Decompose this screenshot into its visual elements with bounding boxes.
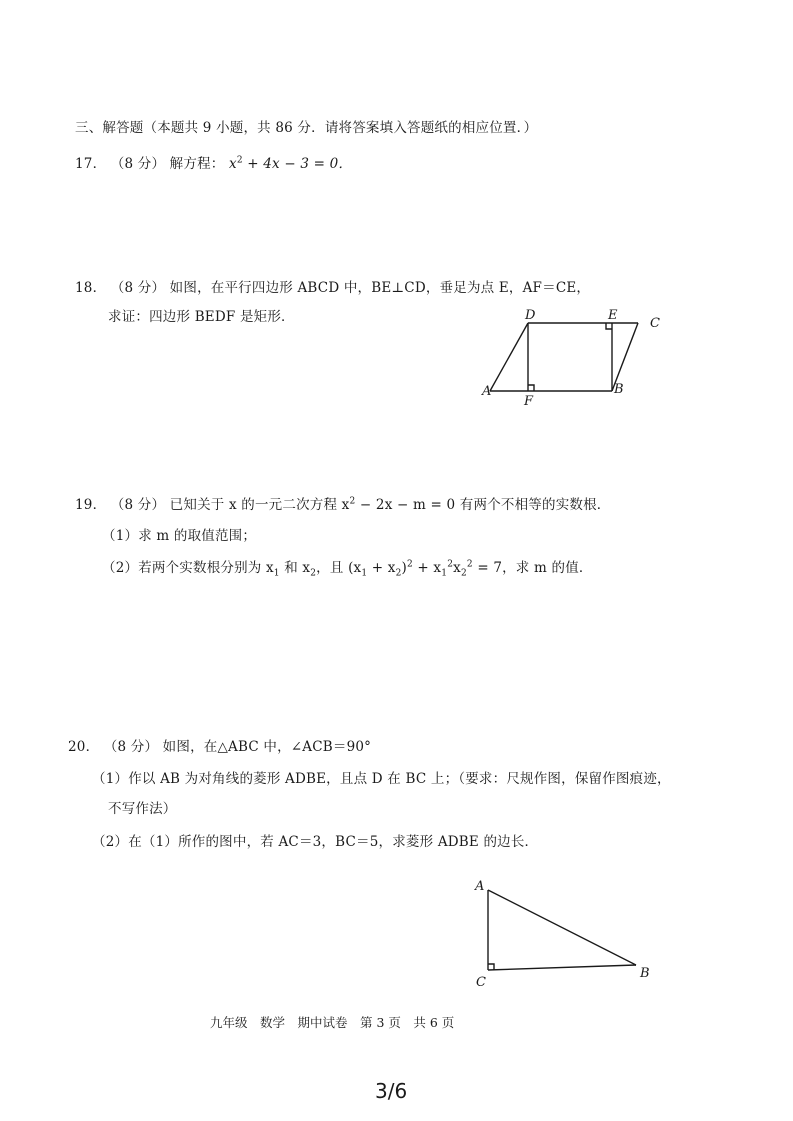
parallelogram-diagram	[470, 305, 680, 410]
label-E: E	[608, 308, 618, 323]
page-indicator: 3/6	[375, 1079, 408, 1103]
right-angle-mark-E	[606, 323, 612, 329]
question-18-line1	[75, 276, 590, 296]
question-18-line2: 求证：四边形 BEDF 是矩形．	[108, 309, 295, 325]
segment-DA	[490, 323, 528, 391]
question-number: 18．	[75, 280, 107, 296]
question-19-line1: 19． （8 分） 已知关于 x 的一元二次方程 $x^2 - 2x - m = 0$ 有两个不相等的实数根．	[75, 496, 611, 513]
segment-AB	[488, 890, 636, 965]
segment-CB	[612, 323, 638, 391]
question-17	[75, 152, 352, 172]
question-19-part1: （1）求 m 的取值范围；	[102, 528, 257, 544]
label-F: F	[524, 394, 534, 409]
question-20-part1-line1: （1）作以 AB 为对角线的菱形 ADBE，且点 D 在 BC 上；（要求：尺规作图，保留作图痕迹，	[92, 771, 671, 787]
question-number: 20．	[68, 739, 100, 755]
question-20-line1	[68, 735, 371, 755]
question-score: （8 分）	[110, 156, 166, 172]
label-D: D	[525, 308, 536, 323]
question-text: 已知关于 x 的一元二次方程 x	[169, 497, 350, 513]
question-text: 解方程：	[169, 156, 225, 172]
equation-exponent: 2	[236, 155, 243, 166]
question-20-part1-line2: 不写作法）	[108, 801, 177, 817]
question-text: 如图，在△ABC 中，∠ACB＝90°	[162, 739, 372, 755]
question-text: 如图，在平行四边形 ABCD 中，BE⊥CD，垂足为点 E，AF＝CE，	[169, 280, 591, 296]
equation-rest: + 4x − 3 = 0．	[242, 156, 353, 172]
label-A: A	[475, 879, 485, 894]
label-B: B	[640, 966, 650, 981]
triangle-diagram	[470, 875, 660, 995]
question-19-part2: （2）若两个实数根分别为 $x_1$ 和 $x_2$，且 $(x_1 + x_2)^2 + x_1^2x_2^2 = 7$，求 m 的值．	[102, 559, 593, 579]
question-number: 19．	[75, 497, 107, 513]
right-angle-mark-F	[528, 385, 534, 391]
question-score: （8 分）	[110, 497, 166, 513]
question-score: （8 分）	[103, 739, 159, 755]
segment-CB	[488, 965, 636, 970]
question-number: 17．	[75, 156, 107, 172]
label-C: C	[650, 316, 660, 331]
page-footer: 九年级 数学 期中试卷 第 3 页 共 6 页	[210, 1015, 455, 1030]
section-heading: 三、解答题（本题共 9 小题，共 86 分．请将答案填入答题纸的相应位置．）	[75, 120, 538, 136]
right-angle-mark-C	[488, 964, 494, 970]
question-score: （8 分）	[110, 280, 166, 296]
equation-var: x	[228, 156, 237, 172]
label-A: A	[482, 384, 492, 399]
label-C: C	[476, 975, 486, 990]
label-B: B	[614, 382, 624, 397]
question-20-part2: （2）在（1）所作的图中，若 AC＝3，BC＝5，求菱形 ADBE 的边长．	[92, 834, 539, 850]
